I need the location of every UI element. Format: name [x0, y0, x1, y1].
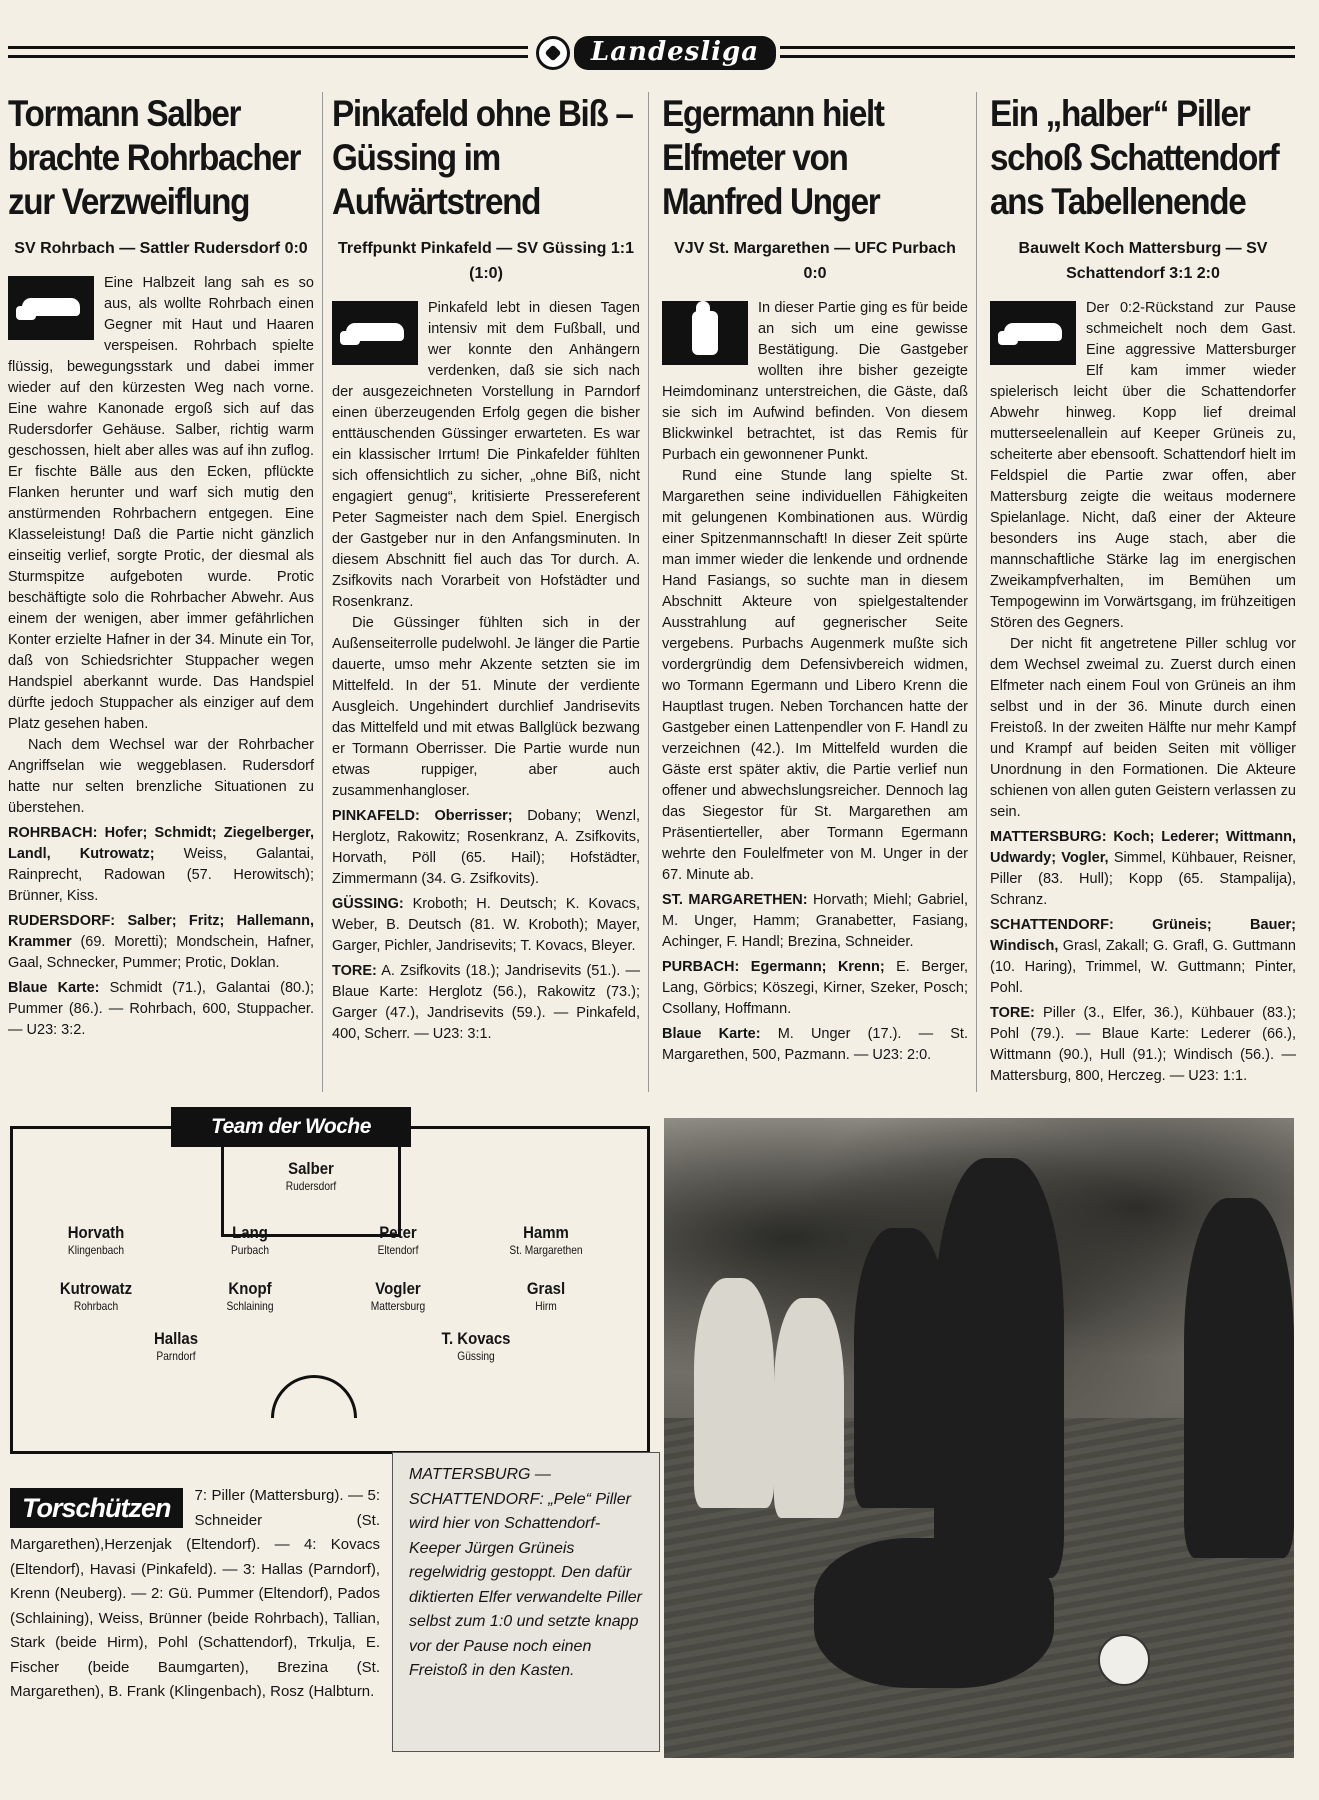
team-player	[111, 1329, 241, 1364]
photo-player-figure	[774, 1298, 844, 1518]
lineup-lead: MATTERSBURG: Koch; Lederer; Wittmann, Udwardy; Vogler,	[990, 829, 1296, 866]
team-der-woche-title: Team der Woche	[171, 1107, 411, 1147]
article-paragraph: Pinkafeld lebt in diesen Tagen intensiv mit dem Fußball, und wer konnte den Anhängern verdenken, daß sie sich nach der ausgezeichneten Vorstellung in Parndorf einen überzeugenden Erfolg gegen die bisher enttäuschenden Güssinger erwarteten. Es war ein klassischer Irrtum! Die Pinkafelder fühlten sich offensichtlich zu sicher, „ohne Biß, nicht engagiert genug“, kritisierte Pressereferent Peter Sagmeister nach dem Spiel. Energisch der Gastgeber nur in den Anfangsminuten. In diesem Abschnitt fiel auch das Tor durch. A. Zsifkovits nach Vorarbeit von Hofstädter und Rosenkranz.	[332, 300, 640, 610]
lineup-rest: Grasl, Zakall; G. Grafl, G. Guttmann (10. Haring), Trimmel, W. Guttmann; Pinter, Pohl.	[990, 938, 1296, 996]
lineup-lead: ROHRBACH: Hofer; Schmidt; Ziegelberger, Landl, Kutrowatz;	[8, 825, 314, 862]
player-club: Hirm	[535, 1299, 557, 1313]
player-club: Rudersdorf	[285, 1179, 337, 1193]
match-stats	[8, 978, 314, 1041]
match-stats	[662, 1024, 968, 1066]
hand-flat-icon	[8, 276, 94, 340]
player-name: Peter	[379, 1223, 417, 1242]
player-name: Lang	[232, 1223, 268, 1242]
article-mattersburg	[990, 92, 1296, 1087]
team-player	[246, 1159, 376, 1194]
lineup-lead: Blaue Karte:	[8, 980, 100, 996]
player-name: Grasl	[526, 1279, 566, 1298]
team-lineup	[332, 894, 640, 957]
team-player	[333, 1223, 463, 1258]
lineup-rest: Schmidt (71.), Galantai (80.); Pummer (86.). — Rohrbach, 600, Stuppacher. — U23: 3:2.	[8, 980, 314, 1038]
match-stats	[990, 1003, 1296, 1087]
article-paragraph: Eine Halbzeit lang sah es so aus, als wollte Rohrbach einen Gegner mit Haut und Haaren verspeisen. Rohrbach spielte flüssig, bewegungsstark und dabei immer wieder auf den kürzesten Weg nach vorne. Eine wahre Kanonade ergoß sich auf das Rudersdorfer Gehäuse. Salber, richtig warm geschossen, hielt aber alles was auf ihn zuflog. Er fischte Bälle aus den Ecken, pflückte Flanken herunter und warf sich mutig den anstürmenden Rohrbachern entgegen. Eine Klasseleistung! Daß die Partie nicht gänzlich einseitig verlief, sorgte Protic, der diesmal als Sturmspitze aufgeboten wurde. Protic beschäftigte solo die Rohrbacher Abwehr. Aus einem der wenigen, aber immer gefährlichen Konter erzielte Hafner in der 34. Minute ein Tor, daß von Schiedsrichter Stuppacher wegen Handspiel aberkannt wurde. Das Handspiel dürfte jedoch Stuppacher als einziger auf dem Platz gesehen haben.	[8, 275, 314, 732]
team-player	[411, 1329, 541, 1364]
lineup-lead: GÜSSING:	[332, 896, 404, 912]
player-club: Güssing	[457, 1349, 495, 1363]
lineup-lead: PINKAFELD: Oberrisser;	[332, 808, 513, 824]
team-player	[185, 1279, 315, 1314]
torschuetzen-text: 7: Piller (Mattersburg). — 5: Schneider (St. Margarethen),Herzenjak (Eltendorf). — 4: Kovacs (Eltendorf), Havasi (Pinkafeld). — 3: Hallas (Parndorf), Krenn (Neuberg). — 2: Gü. Pummer (Eltendorf), Pados (Schlaining), Weiss, Brünner (beide Rohrbach), Tallian, Stark (beide Hirm), Pohl (Schattendorf), Trkulja, E. Fischer (beide Baumgarten), Brezina (St. Margarethen), B. Frank (Klingenbach), Rosz (Halbturn.	[10, 1487, 380, 1700]
lineup-lead: TORE:	[990, 1005, 1035, 1021]
hand-flat-icon	[990, 301, 1076, 365]
player-club: St. Margarethen	[509, 1243, 583, 1257]
section-header	[8, 36, 1295, 70]
article-body	[332, 298, 640, 1045]
player-club: Eltendorf	[377, 1243, 419, 1257]
article-rohrbach	[8, 92, 314, 1041]
article-paragraph: Nach dem Wechsel war der Rohrbacher Angriffselan wie weggeblasen. Rudersdorf hatte nur selten brenzliche Situationen zu überstehen.	[8, 737, 314, 816]
lineup-rest: Simmel, Kühbauer, Reisner, Piller (83. Hull); Kopp (65. Stampalija), Schranz.	[990, 850, 1296, 908]
team-lineup	[8, 911, 314, 974]
article-body	[662, 298, 968, 1066]
player-name: Vogler	[375, 1279, 421, 1298]
section-label: Landesliga	[574, 36, 776, 70]
player-club: Rohrbach	[73, 1299, 119, 1313]
column-divider	[322, 92, 323, 1092]
team-player	[333, 1279, 463, 1314]
article-headline: Egermann hielt Elfmeter von Manfred Unger	[662, 93, 884, 222]
lineup-rest: E. Berger, Lang, Görbics; Köszegi, Kirner, Szeker, Posch; Csollany, Hoffmann.	[662, 959, 968, 1017]
match-result: Bauwelt Koch Mattersburg — SV Schattendorf 3:1 2:0	[1018, 240, 1268, 282]
match-result: VJV St. Margarethen — UFC Purbach 0:0	[674, 240, 956, 282]
article-pinkafeld	[332, 92, 640, 1045]
article-body	[990, 298, 1296, 1087]
photo-player-figure	[934, 1158, 1064, 1578]
match-result: SV Rohrbach — Sattler Rudersdorf 0:0	[14, 240, 308, 257]
header-rule-right	[780, 46, 1295, 58]
team-player	[481, 1279, 611, 1314]
photo-player-figure	[694, 1278, 774, 1508]
photo-goalkeeper-figure	[814, 1538, 1054, 1688]
column-divider	[976, 92, 977, 1092]
player-name: Hamm	[523, 1223, 569, 1242]
player-club: Schlaining	[226, 1299, 274, 1313]
photo-ball	[1098, 1634, 1150, 1686]
lineup-rest: Horvath; Miehl; Gabriel, M. Unger, Hamm; Granabetter, Fasiang, Achinger, F. Handl; Brezina, Schneider.	[662, 892, 968, 950]
header-rule-left	[8, 46, 528, 58]
lineup-rest: Piller (3., Elfer, 36.), Kühbauer (83.); Pohl (79.). — Blaue Karte: Lederer (66.), Wittmann (90.), Hull (91.); Windisch (56.). — Mattersburg, 800, Herczeg. — U23: 1:1.	[990, 1005, 1296, 1084]
player-name: Kutrowatz	[59, 1279, 133, 1298]
photo-caption: MATTERSBURG — SCHATTENDORF: „Pele“ Piller wird hier von Schattendorf-Keeper Jürgen Grüneis regelwidrig gestoppt. Den dafür diktierten Elfer verwandelte Piller selbst zum 1:0 und setzte knapp vor der Pause noch einen Freistoß in den Kasten.	[392, 1452, 660, 1752]
team-lineup	[990, 915, 1296, 999]
lineup-lead: Blaue Karte:	[662, 1026, 761, 1042]
article-paragraph: Der 0:2-Rückstand zur Pause schmeichelt noch dem Gast. Eine aggressive Mattersburger Elf kam immer wieder spielerisch leicht über die Schattendorfer Abwehr hinweg. Kopp lief dreimal mutterseelenallein auf Keeper Grüneis zu, scheiterte aber ebensooft. Schattendorf hielt im Feldspiel die Partie zwar offen, aber Mattersburg zeigte die weitaus modernere Spielanlage. Nicht, daß einer der Akteure besonders ins Auge stach, aber die mannschaftliche Stärke lag im energischen Zweikampfverhalten, im Bemühen um Tempogewinn im Vorwärtsgang, im frühzeitigen Stören des Gegners.	[990, 300, 1296, 631]
football-icon	[536, 36, 570, 70]
article-body	[8, 273, 314, 1041]
team-player	[31, 1223, 161, 1258]
article-paragraph: In dieser Partie ging es für beide an sich um eine gewisse Bestätigung. Die Gastgeber wollten ihre bisher gezeigte Heimdominanz unterstreichen, die Gäste, daß sie sich im Aufwind befinden. Von diesem Blickwinkel betrachtet, ist das Remis für Purbach ein gewonnener Punkt.	[662, 300, 968, 463]
player-name: Salber	[288, 1159, 334, 1178]
center-circle-arc	[271, 1375, 357, 1461]
thumbs-up-icon	[662, 301, 748, 365]
player-name: T. Kovacs	[441, 1329, 511, 1348]
hand-flat-icon	[332, 301, 418, 365]
torschuetzen-box	[10, 1484, 380, 1705]
lineup-lead: PURBACH: Egermann; Krenn;	[662, 959, 885, 975]
article-headline: Tormann Salber brachte Rohrbacher zur Verzweiflung	[8, 93, 301, 222]
team-player	[185, 1223, 315, 1258]
player-name: Horvath	[67, 1223, 125, 1242]
lineup-rest: Dobany; Wenzl, Herglotz, Rakowitz; Rosenkranz, A. Zsifkovits, Horvath, Pöll (65. Hail); Hofstädter, Zimmermann (34. G. Zsifkovits).	[332, 808, 640, 887]
article-paragraph: Die Güssinger fühlten sich in der Außenseiterrolle pudelwohl. Je länger die Partie dauerte, umso mehr Akzente setzten sie im Mittelfeld. In der 51. Minute der verdiente Ausgleich. Ungehindert durchlief Jandrisevits das Mittelfeld und mit etwas Ballglück bezwang er Tormann Oberrisser. Die Partie wurde nun etwas ruppiger, aber auch zusammenhangloser.	[332, 615, 640, 799]
article-headline: Ein „halber“ Piller schoß Schattendorf ans Tabellenende	[990, 93, 1279, 222]
match-photo	[664, 1118, 1294, 1758]
lineup-lead: TORE:	[332, 963, 377, 979]
lineup-lead: SCHATTENDORF: Grüneis; Bauer; Windisch,	[990, 917, 1296, 954]
player-club: Mattersburg	[370, 1299, 426, 1313]
lineup-rest: M. Unger (17.). — St. Margarethen, 500, Pazmann. — U23: 2:0.	[662, 1026, 968, 1063]
article-headline: Pinkafeld ohne Biß – Güssing im Aufwärtstrend	[332, 93, 633, 222]
lineup-lead: ST. MARGARETHEN:	[662, 892, 808, 908]
player-club: Klingenbach	[67, 1243, 125, 1257]
article-paragraph: Rund eine Stunde lang spielte St. Margarethen seine individuellen Fähigkeiten mit gelungenen Kombinationen aus. Würdig einer Spitzenmannschaft! In dieser Zeit spürte man immer wieder die lenkende und ordnende Hand Fasiangs, so suchte man in diesem Abschnitt Akteure von spielgestaltender Ausstrahlung auf gegnerischer Seite vergebens. Purbachs Augenmerk mußte sich vordergründig dem Defensivbereich widmen, wo Tormann Egermann und Libero Krenn die Hauptlast trugen. Neben Torchancen hatte der Gastgeber einen Lattenpendler von F. Handl zu verzeichnen (42.). Im Mittelfeld wurden die Gäste erst später aktiv, die Partie verlief nun offener und abwechslungsreicher. Dennoch lag das Siegestor für St. Margarethen am Präsentierteller, aber Tormann Egermann wehrte den Foulelfmeter von M. Unger in der 67. Minute ab.	[662, 468, 968, 883]
match-result: Treffpunkt Pinkafeld — SV Güssing 1:1 (1:0)	[337, 240, 635, 282]
team-player	[481, 1223, 611, 1258]
team-lineup	[990, 827, 1296, 911]
team-lineup	[8, 823, 314, 907]
torschuetzen-label: Torschützen	[10, 1488, 183, 1528]
lineup-lead: RUDERSDORF: Salber; Fritz; Hallemann, Krammer	[8, 913, 314, 950]
player-name: Hallas	[153, 1329, 199, 1348]
article-st-margarethen	[662, 92, 968, 1066]
player-club: Purbach	[230, 1243, 269, 1257]
article-paragraph: Der nicht fit angetretene Piller schlug vor dem Wechsel zweimal zu. Zuerst durch einen Elfmeter nach einem Foul von Grüneis an ihm selbst und in der 36. Minute durch einen Freistoß. In der zweiten Hälfte nur mehr Kampf und Krampf auf beiden Seiten mit völliger Unordnung in den Formationen. Die Akteure schienen von allen guten Geistern verlassen zu sein.	[990, 636, 1296, 820]
team-lineup	[332, 806, 640, 890]
player-name: Knopf	[228, 1279, 272, 1298]
lineup-rest: (69. Moretti); Mondschein, Hafner, Gaal, Schnecker, Pummer; Protic, Doklan.	[8, 934, 314, 971]
player-club: Parndorf	[156, 1349, 196, 1363]
lineup-rest: Weiss, Galantai, Rainprecht, Radowan (57. Herowitsch); Brünner, Kiss.	[8, 846, 314, 904]
lineup-rest: A. Zsifkovits (18.); Jandrisevits (51.). — Blaue Karte: Herglotz (56.), Rakowitz (73.); Garger (47.), Jandrisevits (59.). — Pinkafeld, 400, Scherr. — U23: 3:1.	[332, 963, 640, 1042]
match-stats	[332, 961, 640, 1045]
team-player	[31, 1279, 161, 1314]
team-lineup	[662, 890, 968, 953]
lineup-rest: Kroboth; H. Deutsch; K. Kovacs, Weber, B. Deutsch (81. W. Kroboth); Mayer, Garger, Pichler, Jandrisevits; T. Kovacs, Bleyer.	[332, 896, 640, 954]
column-divider	[648, 92, 649, 1092]
team-der-woche	[10, 1115, 650, 1454]
photo-player-figure	[1184, 1198, 1294, 1558]
team-lineup	[662, 957, 968, 1020]
